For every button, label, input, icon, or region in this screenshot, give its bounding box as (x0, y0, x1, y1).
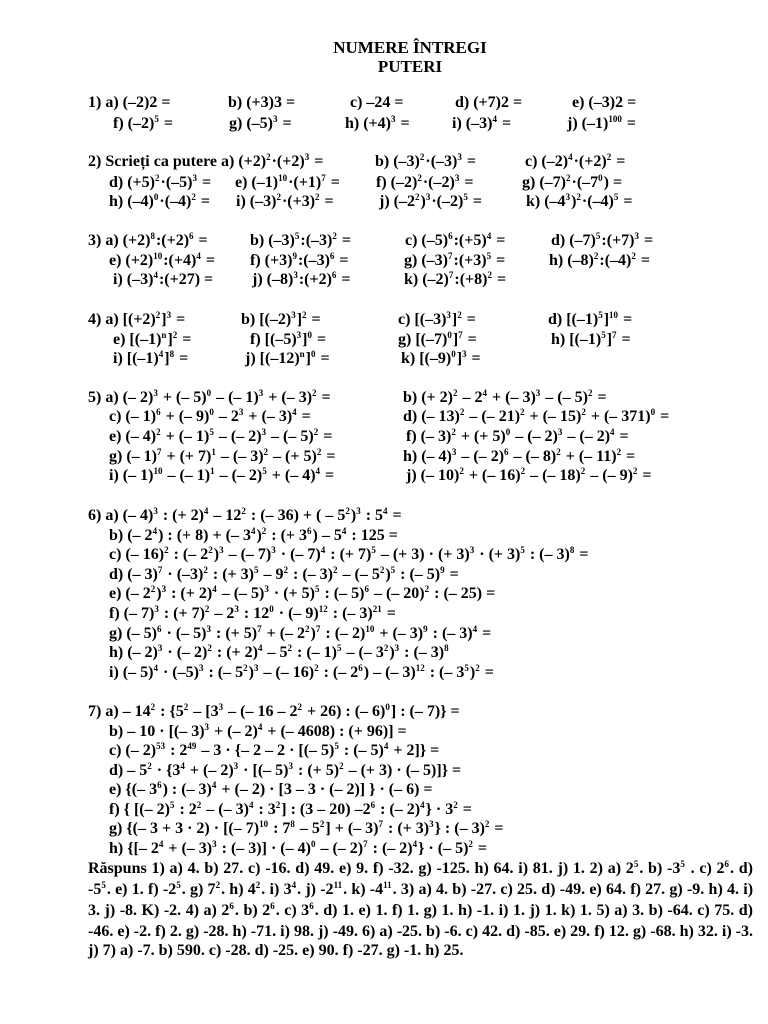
exercise-line (0, 115, 768, 135)
exercise-item: d) $[(-1)^5]^{10}$ = (548, 310, 633, 328)
exercise-item: k) $[(-9)^0]^3$ = (401, 349, 481, 367)
exercise-line (0, 174, 768, 194)
exercise-item: c) $(-2)^4\cdot(+2)^2$ = (525, 152, 626, 170)
exercise-item: e) (–3)2 = (572, 94, 637, 111)
exercise-item: 1) a) (–2)2 = (88, 94, 171, 111)
exercise-item: f) $(-2)^5$ = (113, 114, 173, 132)
exercise-item: e) $(+2)^{10}:(+4)^4$ = (109, 251, 215, 269)
exercise-item: h) (– 4)$^3$ – (– 2)$^6$ – (– 8)$^2$ + (– 11)$^2$ = (403, 447, 636, 465)
exercise-item: g) {(– 3 + 3 · 2) · [(– 7)$^{10}$ : $7^8 - 5^2$] + (– 3)$^7$ : (+ 3)$^3$} : (– 3)$^2$ = (109, 819, 504, 837)
exercise-item: e) $(-1)^{10}\cdot(+1)^7$ = (235, 173, 340, 191)
exercise-line (0, 94, 768, 114)
exercise-item: f) { [(– 2)$^5$ : $2^2$ – (– 3)$^4$ : $3^2$] : (3 – 20) $-2^6$ : (– $2)^4\} \cdot 3^2$ = (109, 800, 472, 818)
exercise-line (0, 605, 768, 625)
exercise-line (0, 840, 768, 860)
exercise-line (0, 252, 768, 272)
exercise-line (0, 311, 768, 331)
worksheet-title: NUMERE ÎNTREGI (333, 38, 487, 57)
exercise-item: f) $(+3)^9:(-3)^6$ = (250, 251, 349, 269)
exercise-item: e) $[(-1)^n]^2$ = (113, 330, 192, 348)
exercise-item: b) (+ $2)^2 - 2^4$ + (– 3)$^3$ – (– 5)$^2$ = (403, 388, 607, 406)
exercise-line (0, 428, 768, 448)
exercise-line (0, 625, 768, 645)
exercise-item: h) $[(-1)^5]^7$ = (551, 330, 631, 348)
exercise-item: 7) $a) - 14^2$ : {$5^2 - [3^3$ – (– $16 - 2^2 + 26$) : (– 6)$^0$] : (– 7)} = (88, 702, 460, 720)
exercise-line (0, 644, 768, 664)
exercise-line (0, 664, 768, 684)
exercise-item: e) (– $2^2)^3$ : (+ 2)$^4$ – (– 5)$^3$ · (+ 5)$^5$ : (– 5)$^6$ – (– 20)$^2$ : (– 25) = (109, 584, 496, 602)
exercise-item: b) – 10 · [(– 3)$^3$ + (– 2)$^4$ + (– 4608) : (+ 96)] = (109, 722, 407, 740)
exercise-item: d) (– $3)^7 \cdot (-3)^2$ : (+ $3)^5 - 9^2$ : (– 3)$^2$ – (– $5^2)^5$ : (– 5)$^9$ = (109, 565, 459, 583)
exercise-line (0, 742, 768, 762)
exercise-line (0, 546, 768, 566)
worksheet-subtitle: PUTERI (377, 57, 443, 76)
exercise-item: j) $[(-12)^n]^0$ = (245, 349, 330, 367)
exercise-line (0, 389, 768, 409)
exercise-item: c) $(-5)^6:(+5)^4$ = (405, 231, 506, 249)
exercise-line (0, 527, 768, 547)
exercise-line (0, 723, 768, 743)
exercise-item: f) $[(-5)^3]^0$ = (250, 330, 327, 348)
exercise-item: g) (– 5)$^6$ · (– 5)$^3$ : (+ 5)$^7$ + (– $2^2)^7$ : (– 2)$^{10}$ + (– 3)$^9$ : (– 3)$^4$ = (109, 624, 492, 642)
exercise-line (0, 271, 768, 291)
exercise-item: h) (– 2)$^3$ · (– 2)$^2$ : (+ $2)^4 - 5^2$ : (– 1)$^5$ – (– $3^2)^3$ : (– 3)$^8$ (109, 643, 449, 661)
exercise-item: c) (– 16)$^2$ : (– $2^2)^3$ – (– 7)$^3$ · (– 7)$^4$ : (+ 7)$^5$ – (+ 3) · (+ 3)$^3$ · (+ 3)$^5$ : (– 3)$^8$ = (109, 545, 589, 563)
exercise-item: h) $(-4)^0\cdot(-4)^2$ = (109, 192, 211, 210)
exercise-item: g) (– 1)$^7$ + (+ 7)$^1$ – (– 3)$^2$ – (+ 5)$^2$ = (109, 447, 336, 465)
exercise-item: d) $(+5)^2\cdot(-5)^3$ = (109, 173, 212, 191)
exercise-item: j) $(-2^2)^3\cdot(-2)^5$ = (379, 192, 482, 210)
exercise-item: g) $[(-7)^0]^7$ = (398, 330, 477, 348)
exercise-item: j) $(-8)^3:(+2)^6$ = (252, 270, 351, 288)
exercise-line (0, 408, 768, 428)
exercise-item: g) $(-7)^2\cdot(-7^0)$ = (522, 173, 623, 191)
exercise-item: e) (– 4)$^2$ + (– 1)$^5$ – (– 2)$^3$ – (– 5)$^2$ = (109, 427, 333, 445)
exercise-line (0, 448, 768, 468)
exercise-item: i) $(-3)^2\cdot(+3)^2$ = (236, 192, 334, 210)
exercise-item: h) {[– $2^4$ + (– 3)$^3$ : (– 3)] · (– 4)$^0$ – (– 2)$^7$ : (– 2)$^4$} · (– 5)$^2$ = (109, 839, 488, 857)
exercise-item: k) $(-4^3)^2\cdot(-4)^5$ = (526, 192, 633, 210)
exercise-item: h) $(+4)^3$ = (345, 114, 410, 132)
exercise-item: c) $[(-3)^3]^2$ = (398, 310, 476, 328)
exercise-item: b) (+3)3 = (228, 94, 296, 111)
exercise-item: 5) a) (– 2)$^3$ + (– 5)$^0$ – (– 1)$^3$ + (– 3)$^2$ = (88, 388, 331, 406)
exercise-line (0, 467, 768, 487)
exercise-line (0, 762, 768, 782)
exercise-line (0, 193, 768, 213)
exercise-line (0, 820, 768, 840)
exercise-item: f) (– 3)$^2$ + (+ 5)$^0$ – (– 2)$^3$ – (– 2)$^4$ = (406, 427, 629, 445)
exercise-item: c) (– 2)$^{53}$ : $2^{49} - 3$ · {– 2 – 2 · [(– 5)$^5$ : (– 5)$^4$ + 2]} = (109, 741, 440, 759)
exercise-line (0, 350, 768, 370)
exercise-item: i) $(-3)^4$ = (452, 114, 512, 132)
exercise-item: d) $(-7)^5:(+7)^3$ = (551, 231, 654, 249)
exercise-line (0, 507, 768, 527)
exercise-item: b) $[(-2)^3]^2$ = (241, 310, 321, 328)
exercise-line (0, 801, 768, 821)
answers-paragraph: Răspuns 1) a) 4. b) 27. c) -16. d) 49. e) 9. f) -32. g) -125. h) 64. i) 81. j) 1. 2) a) $2^5$. b) $-3^5$ . c) $2^6$. d) $-5^5$. e) 1. f) $-2^5$. g) $7^2$. h) $4^2$. i) $3^4$. j) $-2^{11}$. k) $-4^{11}$. 3) a) 4. b) -27. c) 25. d) -49. e) 64. f) 27. g) -9. h) 4. i) 3. j) -8. K) -2. 4) a) $2^6$. b) $2^6$. c) $3^6$. d) 1. e) 1. f) 1. g) 1. h) -1. i) 1. j) 1. k) 1. 5) a) 3. b) -64. c) 75. d) -46. e) -2. f) 2. g) -28. h) -71. i) 98. j) -49. 6) a) -25. b) -6. c) 42. d) -85. e) 29. f) 12. g) -68. h) 32. i) -3. j) 7) a) -7. b) 590. c) -28. d) -25. e) 90. f) -27. g) -1. h) 25. (88, 859, 754, 959)
exercise-item: b) (– $2^4$) : (+ 8) + (– $3^4)^2$ : (+ $3^6) - 5^4$ : 125 = (109, 526, 398, 544)
exercise-item: 6) a) (– 4)$^3$ : (+ $2)^4 - 12^2$ : (– 36) + ( – $5^2)^3$ : $5^4$ = (88, 506, 402, 524)
exercise-item: e) {(– $3^6$) : (– 3)$^4$ + (– 2) · [3 – 3 · (– 2)] } · (– 6) = (109, 780, 433, 798)
exercise-item: b) $(-3)^2\cdot(-3)^3$ = (375, 152, 477, 170)
exercise-line (0, 781, 768, 801)
exercise-item: 4) a) $[(+2)^2]^3$ = (88, 310, 186, 328)
exercise-item: b) $(-3)^5:(-3)^2$ = (250, 231, 351, 249)
exercise-item: f) (– 7)$^3$ : (+ $7)^2 - 2^3$ : $12^0$ · (– 9)$^{12}$ : (– 3)$^{21}$ = (109, 604, 396, 622)
exercise-item: i) (– $5)^4 \cdot (-5)^3$ : (– $5^2)^3$ – (– 16)$^2$ : (– $2^6$) – (– 3)$^{12}$ : (– $3^5)^2$ = (109, 663, 494, 681)
exercise-item: g) $(-3)^7:(+3)^5$ = (404, 251, 506, 269)
exercise-line (0, 585, 768, 605)
exercise-item: c) (– 1)$^6$ + (– $9)^0 - 2^3$ + (– 3)$^4$ = (109, 407, 311, 425)
exercise-item: j) $(-1)^{100}$ = (567, 114, 636, 132)
exercise-line (0, 703, 768, 723)
exercise-line (0, 331, 768, 351)
exercise-item: f) $(-2)^2\cdot(-2)^3$ = (376, 173, 474, 191)
exercise-item: i) $(-3)^4:(+27)$ = (113, 270, 214, 288)
exercise-item: g) $(-5)^3$ = (229, 114, 292, 132)
exercise-item: j) (– 10)$^2$ + (– 16)$^2$ – (– 18)$^2$ – (– 9)$^2$ = (406, 466, 652, 484)
exercise-item: 3) a) $(+2)^8:(+2)^6$ = (88, 231, 208, 249)
exercise-line (0, 566, 768, 586)
exercise-item: h) $(-8)^2:(-4)^2$ = (549, 251, 650, 269)
exercise-item: 2) Scrieți ca putere a) $(+2)^2\cdot(+2)^3$ = (88, 152, 324, 170)
exercise-item: $d) - 5^2 \cdot \{3^4$ + (– 2)$^3$ · [(– 5)$^3$ : (+ 5)$^2$ – (+ 3) · (– 5)]} = (109, 761, 462, 779)
exercise-item: d) (– 13)$^2$ – (– 21)$^2$ + (– 15)$^2$ + (– 371)$^0$ = (403, 407, 670, 425)
exercise-item: i) (– 1)$^{10}$ – (– 1)$^1$ – (– 2)$^5$ + (– 4)$^4$ = (109, 466, 335, 484)
exercise-line (0, 153, 768, 173)
exercise-item: c) –24 = (350, 94, 404, 111)
exercise-item: k) $(-2)^7:(+8)^2$ = (404, 270, 507, 288)
exercise-item: d) (+7)2 = (455, 94, 523, 111)
exercise-line (0, 232, 768, 252)
exercise-item: i) $[(-1)^4]^8$ = (113, 349, 189, 367)
